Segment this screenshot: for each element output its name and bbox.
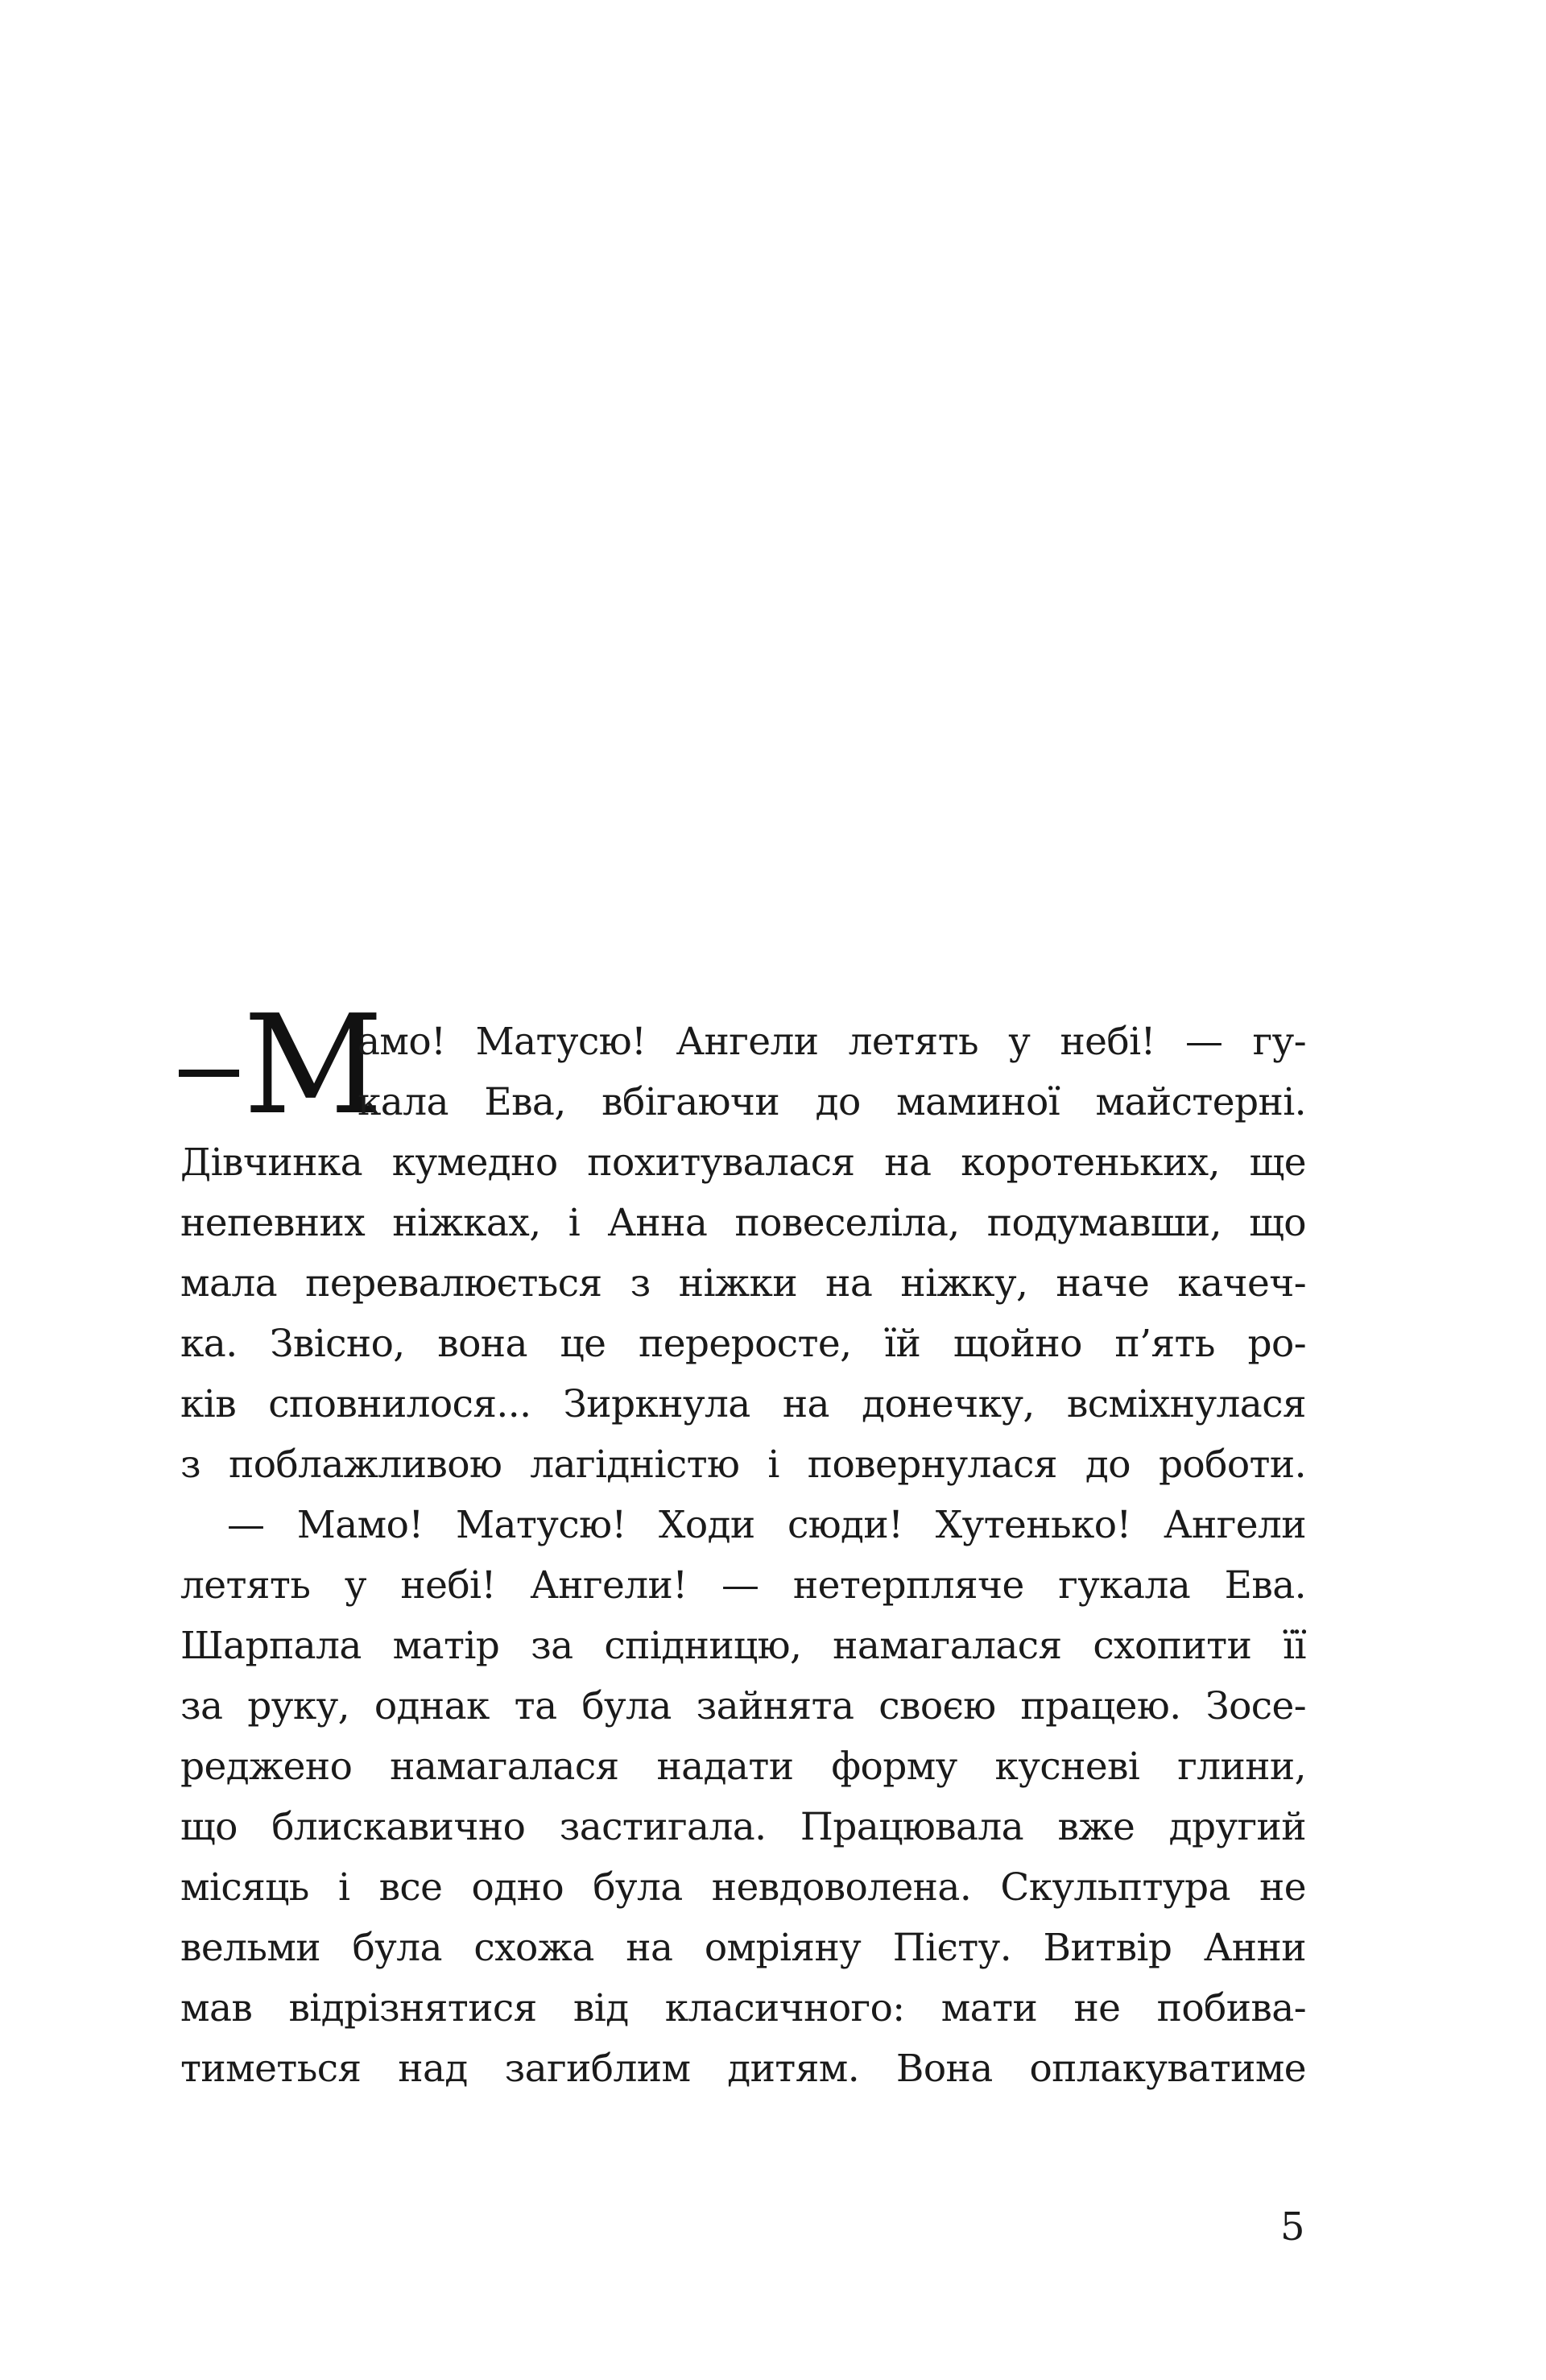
text-line xyxy=(180,1978,1306,2039)
line-text: тиметься над загиблим дитям. Вона оплакуватиме xyxy=(180,2047,1306,2091)
line-text: реджено намагалася надати форму кусневі глини, xyxy=(180,1745,1306,1789)
text-line xyxy=(180,1616,1306,1676)
body-text xyxy=(180,1012,1306,2099)
drop-cap-letter: М xyxy=(243,986,384,1145)
text-line xyxy=(180,1676,1306,1736)
text-line xyxy=(180,1495,1306,1555)
text-line xyxy=(180,1193,1306,1253)
line-text: Дівчинка кумедно похитувалася на коротеньких, ще xyxy=(180,1140,1306,1185)
line-text: кала Ева, вбігаючи до маминої майстерні. xyxy=(358,1080,1306,1124)
line-text: мала перевалюється з ніжки на ніжку, наче качеч- xyxy=(180,1261,1306,1306)
line-text: Шарпала матір за спідницю, намагалася схопити її xyxy=(180,1624,1306,1668)
text-line xyxy=(180,1918,1306,1978)
text-line xyxy=(180,1012,1306,1072)
line-text: ка. Звісно, вона це переросте, їй щойно п’ять ро- xyxy=(180,1322,1306,1366)
line-text: — Мамо! Матусю! Ходи сюди! Хутенько! Ангели xyxy=(227,1503,1306,1547)
line-text: непевних ніжках, і Анна повеселіла, подумавши, що xyxy=(180,1201,1306,1245)
text-line xyxy=(180,2039,1306,2099)
line-text: за руку, однак та була зайнята своєю працею. Зосе- xyxy=(180,1684,1306,1728)
page-number: 5 xyxy=(1280,2204,1305,2250)
line-text: ків сповнилося... Зиркнула на донечку, всміхнулася xyxy=(180,1382,1306,1426)
text-line xyxy=(180,1797,1306,1857)
text-line xyxy=(180,1072,1306,1132)
paragraph-1 xyxy=(180,1012,1306,1495)
text-line xyxy=(180,1314,1306,1374)
text-line xyxy=(180,1253,1306,1314)
line-text: мав відрізнятися від класичного: мати не побива- xyxy=(180,1986,1306,2030)
text-line xyxy=(180,1555,1306,1616)
line-text: місяць і все одно була невдоволена. Скульптура не xyxy=(180,1865,1306,1910)
text-line xyxy=(180,1736,1306,1797)
line-text: амо! Матусю! Ангели летять у небі! — гу- xyxy=(358,1020,1306,1064)
text-line xyxy=(180,1132,1306,1193)
line-text: вельми була схожа на омріяну Пієту. Витвір Анни xyxy=(180,1926,1306,1970)
text-line xyxy=(180,1434,1306,1495)
paragraph-2 xyxy=(180,1495,1306,2099)
line-text: летять у небі! Ангели! — нетерпляче гукала Ева. xyxy=(180,1563,1306,1608)
line-text: що блискавично застигала. Працювала вже другий xyxy=(180,1805,1306,1849)
text-line xyxy=(180,1857,1306,1918)
text-line xyxy=(180,1374,1306,1434)
line-text: з поблажливою лагідністю і повернулася до роботи. xyxy=(180,1442,1306,1487)
